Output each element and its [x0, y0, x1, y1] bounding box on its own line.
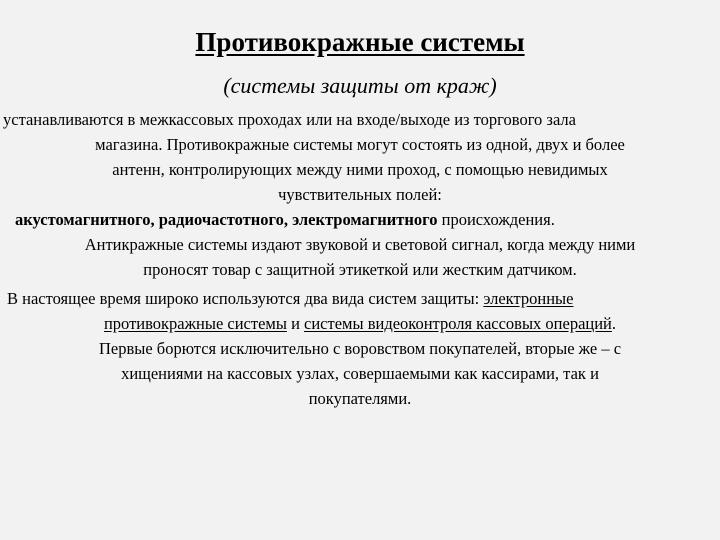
- origins-text: происхождения.: [437, 210, 555, 229]
- paragraph-line: антенн, контролирующих между ними проход, с помощью невидимых: [112, 160, 608, 179]
- electronic-systems-link-part2[interactable]: противокражные системы: [103, 314, 287, 333]
- paragraph-line: покупателями.: [308, 389, 412, 408]
- intro-text: В настоящее время широко используются два вида систем защиты:: [7, 289, 484, 308]
- slide-title: Противокражные системы: [195, 27, 525, 57]
- field-types-text: акустомагнитного, радиочастотного, электромагнитного: [15, 210, 438, 229]
- paragraph-line: Первые борются исключительно с воровством покупателей, вторые же – с: [98, 339, 622, 358]
- paragraph-line-intro: [7, 289, 720, 309]
- paragraph-line: магазина. Противокражные системы могут состоять из одной, двух и более: [95, 135, 625, 154]
- paragraph-line: Антикражные системы издают звуковой и световой сигнал, когда между ними: [84, 235, 636, 254]
- electronic-systems-link-part1[interactable]: электронные: [483, 289, 574, 308]
- paragraph-line: устанавливаются в межкассовых проходах или на входе/выходе из торгового зала: [3, 110, 576, 129]
- video-control-systems-link[interactable]: системы видеоконтроля кассовых операций: [304, 314, 612, 333]
- slide-subtitle: (системы защиты от краж): [223, 73, 497, 98]
- paragraph-line: проносят товар с защитной этикеткой или жестким датчиком.: [143, 260, 577, 279]
- paragraph-line-links: [0, 314, 720, 334]
- period-text: .: [611, 314, 617, 333]
- paragraph-line: хищениями на кассовых узлах, совершаемыми как кассирами, так и: [121, 364, 599, 383]
- paragraph-line: чувствительных полей:: [278, 185, 442, 204]
- paragraph-line-origins: [15, 210, 720, 230]
- connector-text: и: [286, 314, 305, 333]
